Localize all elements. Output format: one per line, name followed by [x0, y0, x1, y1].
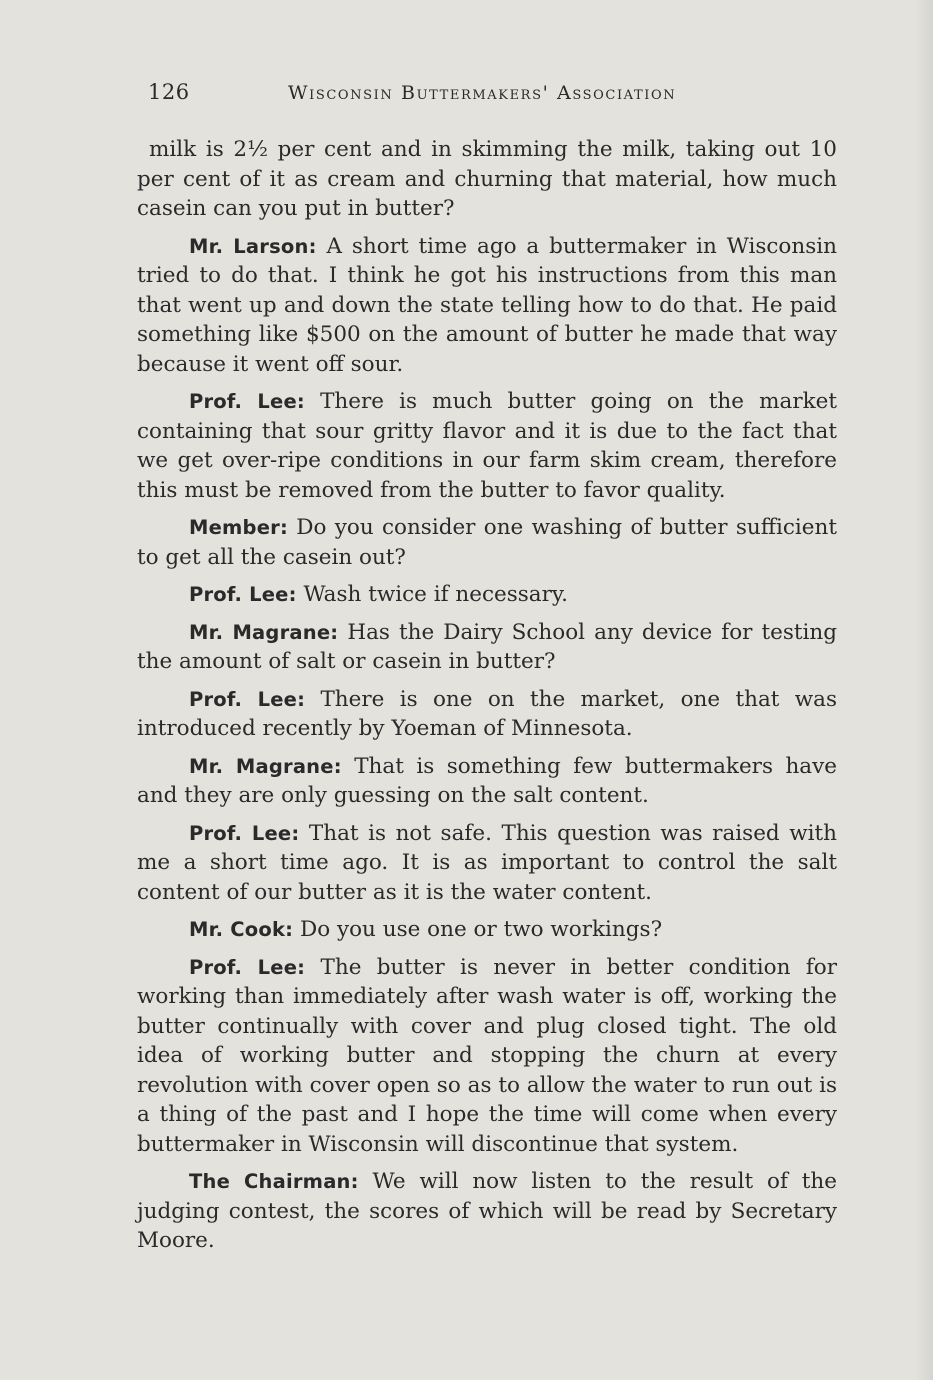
speaker-name: Prof. Lee: [189, 687, 306, 711]
paragraph-continuation [137, 135, 837, 224]
paragraph-text: The butter is never in better condition for working than immediately after wash water is off, working the butter continually with cover and plug closed tight. The old idea of working butter and stopping the churn at every revolution with cover open so as to allow the water to run out is a thing of the past and I hope the time will come when every buttermaker in Wisconsin will discontinue that system. [137, 954, 838, 1157]
speaker-name: Prof. Lee: [189, 821, 300, 845]
page-edge-shadow [915, 0, 933, 1380]
dialogue-paragraph [137, 513, 837, 572]
body-text [137, 135, 837, 1264]
dialogue-paragraph [137, 232, 837, 380]
paragraph-text: That is something few buttermakers have and they are only guessing on the salt content. [137, 753, 837, 808]
paragraph-text: Do you consider one washing of butter sufficient to get all the casein out? [137, 515, 837, 570]
paragraph-text: milk is 2½ per cent and in skimming the milk, taking out 10 per cent of it as cream and churning that material, how much casein can you put in butter? [137, 137, 837, 221]
dialogue-paragraph [137, 953, 837, 1160]
paragraph-text: Do you use one or two workings? [299, 917, 663, 942]
paragraph-text: There is one on the market, one that was introduced recently by Yoeman of Minnesota. [137, 686, 838, 741]
speaker-name: The Chairman: [189, 1170, 359, 1193]
speaker-name: Prof. Lee: [189, 955, 306, 979]
dialogue-paragraph [137, 752, 837, 811]
dialogue-paragraph [137, 685, 837, 744]
speaker-name: Mr. Magrane: [189, 620, 339, 644]
dialogue-paragraph [137, 1167, 837, 1256]
paragraph-text: A short time ago a buttermaker in Wisconsin tried to do that. I think he got his instructions from this man that went up and down the state telling how to do that. He paid something like $500 on the amount of butter he made that way because it went off sour. [137, 233, 837, 377]
speaker-name: Prof. Lee: [189, 390, 305, 413]
paragraph-text: That is not safe. This question was raised with me a short time ago. It is as important to control the salt content of our butter as it is the water content. [137, 820, 838, 905]
speaker-name: Mr. Cook: [189, 918, 294, 941]
running-head: Wisconsin Buttermakers' Association [288, 82, 677, 104]
speaker-name: Mr. Magrane: [189, 754, 342, 778]
dialogue-paragraph [137, 915, 837, 945]
dialogue-paragraph [137, 387, 837, 505]
paragraph-text: There is much butter going on the market containing that sour gritty flavor and it is due to the fact that we get over-ripe conditions in our farm skim cream, therefore this must be removed from the butter to favor quality. [137, 389, 837, 503]
page-number: 126 [148, 80, 190, 104]
speaker-name: Prof. Lee: [189, 583, 297, 606]
paragraph-text: Has the Dairy School any device for testing the amount of salt or casein in butter? [137, 619, 837, 674]
dialogue-paragraph [137, 618, 837, 677]
dialogue-paragraph [137, 580, 837, 610]
dialogue-paragraph [137, 819, 837, 908]
speaker-name: Member: [189, 516, 288, 539]
paragraph-text: Wash twice if necessary. [303, 582, 569, 607]
paragraph-text: We will now listen to the result of the judging contest, the scores of which will be read by Secretary Moore. [137, 1169, 837, 1253]
page-header [148, 78, 838, 112]
speaker-name: Mr. Larson: [189, 234, 317, 258]
